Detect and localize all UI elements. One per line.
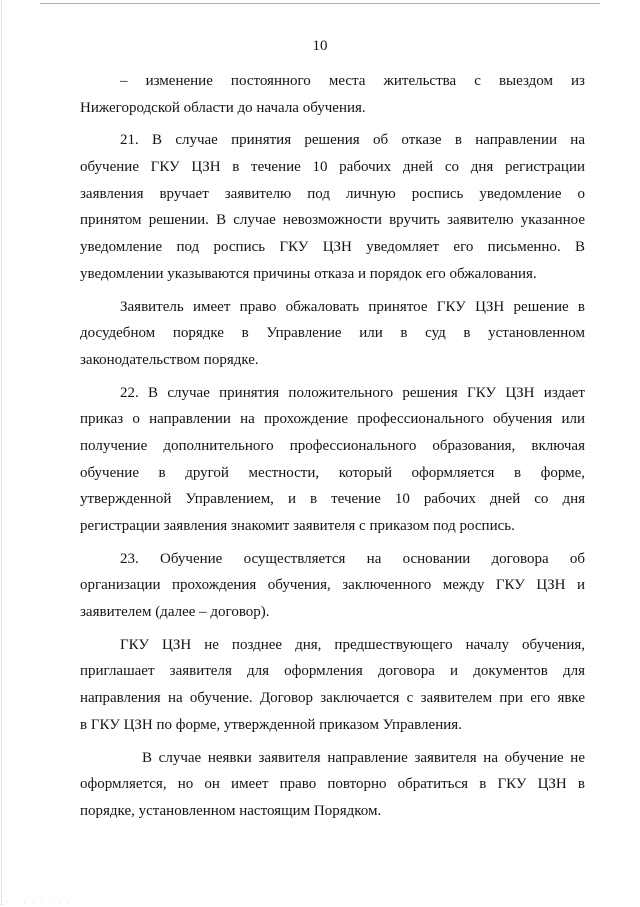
text-line: законодательством порядке. xyxy=(80,351,259,368)
text-line: уведомление под роспись ГКУ ЦЗН уведомляет его письменно. В xyxy=(80,239,585,256)
text-line: – изменение постоянного места жительства с выездом из xyxy=(120,73,585,89)
text-line: 21. В случае принятия решения об отказе в направлении на xyxy=(120,132,585,149)
text-line: в ГКУ ЦЗН по форме, утвержденной приказом Управления. xyxy=(80,716,462,733)
text-line: обучение в другой местности, который оформляется в форме, xyxy=(80,464,585,481)
text-line: ГКУ ЦЗН не позднее дня, предшествующего началу обучения, xyxy=(120,636,585,653)
scan-artifact: · · · · · · · · xyxy=(6,898,72,907)
text-line: Нижегородской области до начала обучения. xyxy=(80,99,366,116)
text-line: приказ о направлении на прохождение профессионального обучения или xyxy=(80,411,585,428)
text-line: досудебном порядке в Управление или в суд в установленном xyxy=(80,325,585,342)
paragraph xyxy=(80,546,585,626)
text-line: направления на обучение. Договор заключается с заявителем при его явке xyxy=(80,690,585,707)
text-line: 22. В случае принятия положительного решения ГКУ ЦЗН издает xyxy=(120,384,585,401)
text-line: регистрации заявления знакомит заявителя с приказом под роспись. xyxy=(80,518,515,534)
text-line: порядке, установленном настоящим Порядком. xyxy=(80,802,382,819)
text-line: оформляется, но он имеет право повторно обратиться в ГКУ ЦЗН в xyxy=(80,776,585,793)
text-line: заявителем (далее – договор). xyxy=(80,604,270,621)
text-line: 23. Обучение осуществляется на основании договора об xyxy=(120,550,585,567)
paragraph xyxy=(80,294,585,374)
paragraph xyxy=(80,127,585,287)
text-line: утвержденной Управлением, и в течение 10 рабочих дней со дня xyxy=(80,491,585,508)
text-line: заявления вручает заявителю под личную роспись уведомление о xyxy=(80,185,585,202)
text-line: получение дополнительного профессионального образования, включая xyxy=(80,437,585,454)
text-line: В случае неявки заявителя направление заявителя на обучение не xyxy=(142,749,585,766)
text-line: организации прохождения обучения, заключенного между ГКУ ЦЗН и xyxy=(80,577,585,594)
paragraph xyxy=(80,68,585,121)
left-scan-edge xyxy=(1,0,2,905)
text-line: приглашает заявителя для оформления договора и документов для xyxy=(80,663,585,680)
document-body xyxy=(80,68,585,825)
text-line: принятом решении. В случае невозможности вручить заявителю указанное xyxy=(80,212,585,229)
paragraph xyxy=(80,745,585,825)
page-number: 10 xyxy=(312,38,328,54)
top-edge-rule xyxy=(40,3,600,4)
text-line: обучение ГКУ ЦЗН в течение 10 рабочих дней со дня регистрации xyxy=(80,159,585,176)
text-line: Заявитель имеет право обжаловать принятое ГКУ ЦЗН решение в xyxy=(120,298,585,315)
text-line: уведомлении указываются причины отказа и порядок его обжалования. xyxy=(80,265,537,282)
paragraph xyxy=(80,632,585,739)
paragraph xyxy=(80,380,585,540)
